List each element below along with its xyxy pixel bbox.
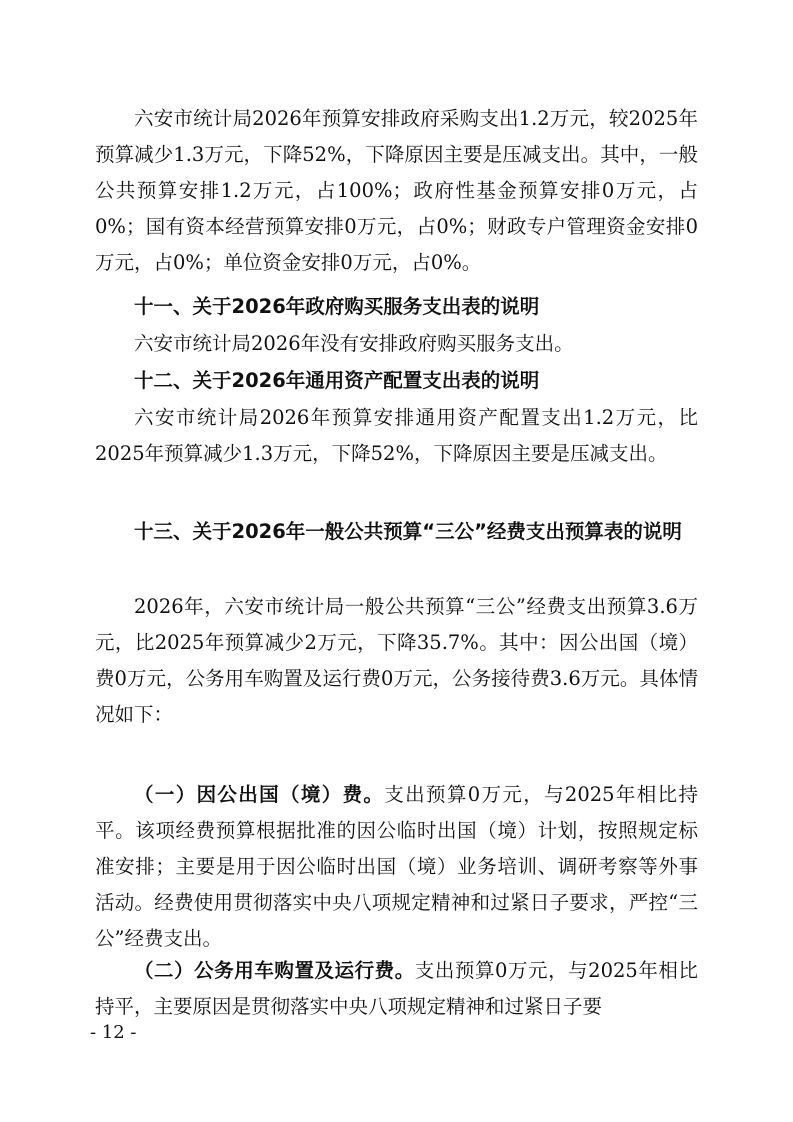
item-2-lead: （二）公务用车购置及运行费。 <box>134 959 415 982</box>
item-1-lead: （一）因公出国（境）费。 <box>134 783 385 806</box>
section-12-body: 六安市统计局2026年预算安排通用资产配置支出1.2万元，比2025年预算减少1.3万元，下降52%，下降原因主要是压减支出。 <box>95 406 698 465</box>
section-11-body: 六安市统计局2026年没有安排政府购买服务支出。 <box>134 332 574 355</box>
item-1-body: 支出预算0万元，与2025年相比持平。该项经费预算根据批准的因公临时出国（境）计划，按照规定标准安排；主要是用于因公临时出国（境）业务培训、调研考察等外事活动。经费使用贯彻落实中央八项规定精神和过紧日子要求，严控“三公”经费支出。 <box>95 783 698 950</box>
item-1-paragraph <box>95 777 698 957</box>
section-13-body: 2026年，六安市统计局一般公共预算“三公”经费支出预算3.6万元，比2025年预算减少2万元，下降35.7%。其中：因公出国（境）费0万元，公务用车购置及运行费0万元，公务接待费3.6万元。具体情况如下： <box>95 595 698 726</box>
procurement-paragraph: 六安市统计局2026年预算安排政府采购支出1.2万元，较2025年预算减少1.3万元，下降52%，下降原因主要是压减支出。其中，一般公共预算安排1.2万元，占100%；政府性基金预算安排0万元，占0%；国有资本经营预算安排0万元，占0%；财政专户管理资金安排0万元，占0%；单位资金安排0万元，占0%。 <box>95 107 698 274</box>
item-2-paragraph <box>95 953 698 1025</box>
section-12-heading: 十二、关于2026年通用资产配置支出表的说明 <box>134 369 540 392</box>
section-13-heading: 十三、关于2026年一般公共预算“三公”经费支出预算表的说明 <box>134 520 682 543</box>
item-2-body: 支出预算0万元，与2025年相比持平，主要原因是贯彻落实中央八项规定精神和过紧日子要 <box>95 959 698 1018</box>
page-number: - 12 - <box>90 1022 137 1043</box>
section-11-heading: 十一、关于2026年政府购买服务支出表的说明 <box>134 295 540 318</box>
